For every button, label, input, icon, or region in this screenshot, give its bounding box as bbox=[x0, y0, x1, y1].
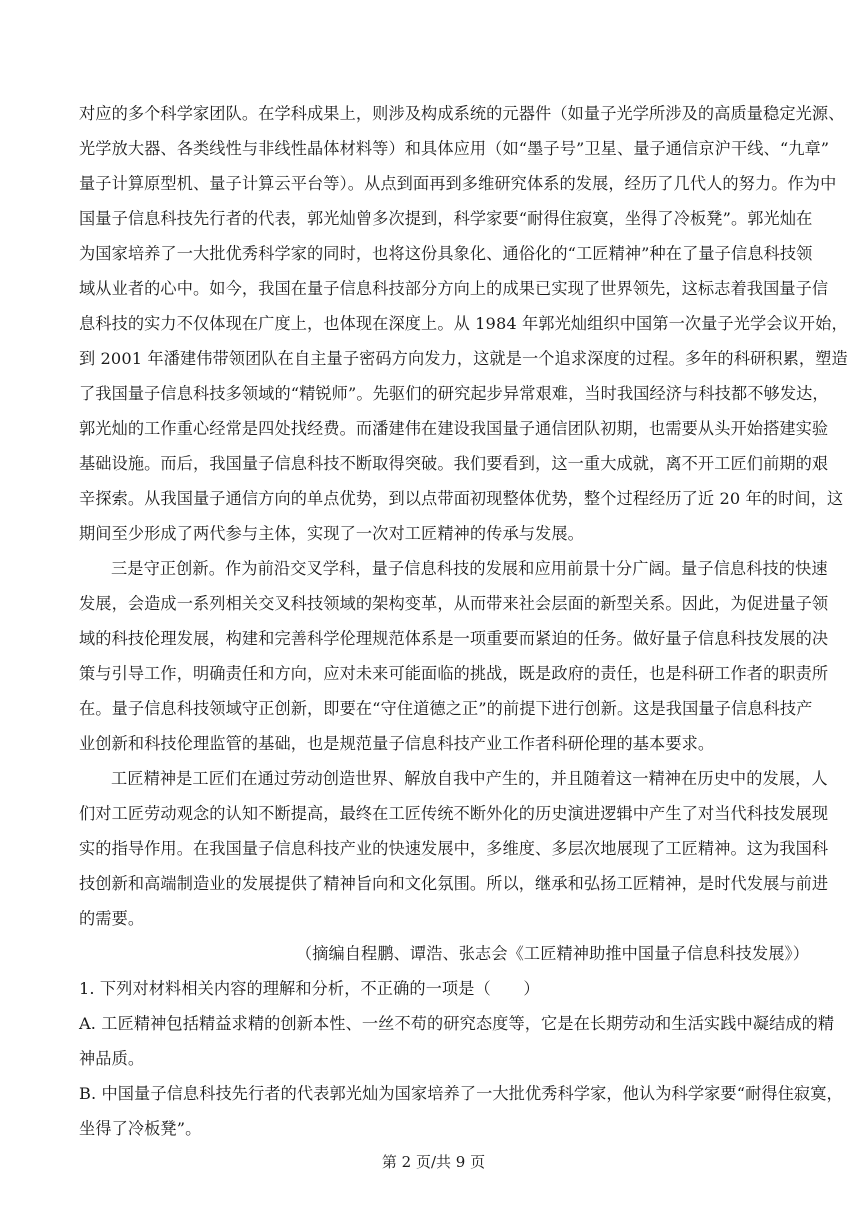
option-a-cont: 神品质。 bbox=[79, 1049, 145, 1068]
text-line: 了我国量子信息科技多领域的“精锐师”。先驱们的研究起步异常艰难，当时我国经济与科技都不够发达， bbox=[79, 384, 829, 403]
text-line: 技创新和高端制造业的发展提供了精神旨向和文化氛围。所以，继承和弘扬工匠精神，是时代发展与前进 bbox=[79, 874, 829, 893]
option-b-cont: 坐得了冷板凳”。 bbox=[79, 1119, 202, 1138]
paragraph-first-line: 工匠精神是工匠们在通过劳动创造世界、解放自我中产生的，并且随着这一精神在历史中的发展，人 bbox=[111, 769, 828, 788]
text-line: 辛探索。从我国量子通信方向的单点优势，到以点带面初现整体优势，整个过程经历了近 20 年的时间，这 bbox=[79, 489, 844, 508]
option-a: A. 工匠精神包括精益求精的创新本性、一丝不苟的研究态度等，它是在长期劳动和生活实践中凝结成的精 bbox=[79, 1014, 835, 1033]
source-citation: （摘编自程鹏、谭浩、张志会《工匠精神助推中国量子信息科技发展》） bbox=[295, 944, 809, 963]
text-line: 对应的多个科学家团队。在学科成果上，则涉及构成系统的元器件（如量子光学所涉及的高质量稳定光源、 bbox=[79, 104, 845, 123]
text-line: 们对工匠劳动观念的认知不断提高，最终在工匠传统不断外化的历史演进逻辑中产生了对当代科技发展现 bbox=[79, 804, 829, 823]
text-line: 发展，会造成一系列相关交叉科技领域的架构变革，从而带来社会层面的新型关系。因此，为促进量子领 bbox=[79, 594, 829, 613]
question-stem: 1. 下列对材料相关内容的理解和分析，不正确的一项是（ ） bbox=[79, 979, 540, 998]
text-line: 域的科技伦理发展，构建和完善科学伦理规范体系是一项重要而紧迫的任务。做好量子信息科技发展的决 bbox=[79, 629, 829, 648]
text-line: 策与引导工作，明确责任和方向，应对未来可能面临的挑战，既是政府的责任，也是科研工作者的职责所 bbox=[79, 664, 829, 683]
page-number: 第 2 页/共 9 页 bbox=[381, 1153, 486, 1171]
text-line: 实的指导作用。在我国量子信息科技产业的快速发展中，多维度、多层次地展现了工匠精神。这为我国科 bbox=[79, 839, 829, 858]
text-line: 息科技的实力不仅体现在广度上，也体现在深度上。从 1984 年郭光灿组织中国第一次量子光学会议开始， bbox=[79, 314, 848, 333]
text-line: 为国家培养了一大批优秀科学家的同时，也将这份具象化、通俗化的“工匠精神”种在了量子信息科技领 bbox=[79, 244, 813, 263]
text-line: 在。量子信息科技领域守正创新，即要在“守住道德之正”的前提下进行创新。这是我国量子信息科技产 bbox=[79, 699, 813, 718]
text-line: 光学放大器、各类线性与非线性晶体材料等）和具体应用（如“墨子号”卫星、量子通信京沪干线、“九章” bbox=[79, 139, 830, 158]
text-line: 郭光灿的工作重心经常是四处找经费。而潘建伟在建设我国量子通信团队初期，也需要从头开始搭建实验 bbox=[79, 419, 829, 438]
text-line: 期间至少形成了两代参与主体，实现了一次对工匠精神的传承与发展。 bbox=[79, 524, 584, 543]
text-line: 业创新和科技伦理监管的基础，也是规范量子信息科技产业工作者科研伦理的基本要求。 bbox=[79, 734, 715, 753]
text-line: 域从业者的心中。如今，我国在量子信息科技部分方向上的成果已实现了世界领先，这标志着我国量子信 bbox=[79, 279, 829, 298]
paragraph-first-line: 三是守正创新。作为前沿交叉学科，量子信息科技的发展和应用前景十分广阔。量子信息科技的快速 bbox=[111, 559, 828, 578]
option-b: B. 中国量子信息科技先行者的代表郭光灿为国家培养了一大批优秀科学家，他认为科学家要“耐得住寂寞， bbox=[79, 1084, 843, 1103]
text-line: 到 2001 年潘建伟带领团队在自主量子密码方向发力，这就是一个追求深度的过程。多年的科研积累，塑造 bbox=[79, 349, 848, 368]
text-line: 的需要。 bbox=[79, 909, 145, 928]
text-line: 基础设施。而后，我国量子信息科技不断取得突破。我们要看到，这一重大成就，离不开工匠们前期的艰 bbox=[79, 454, 829, 473]
text-line: 国量子信息科技先行者的代表，郭光灿曾多次提到，科学家要“耐得住寂寞，坐得了冷板凳”。郭光灿在 bbox=[79, 209, 813, 228]
text-line: 量子计算原型机、量子计算云平台等）。从点到面再到多维研究体系的发展，经历了几代人的努力。作为中 bbox=[79, 174, 837, 193]
